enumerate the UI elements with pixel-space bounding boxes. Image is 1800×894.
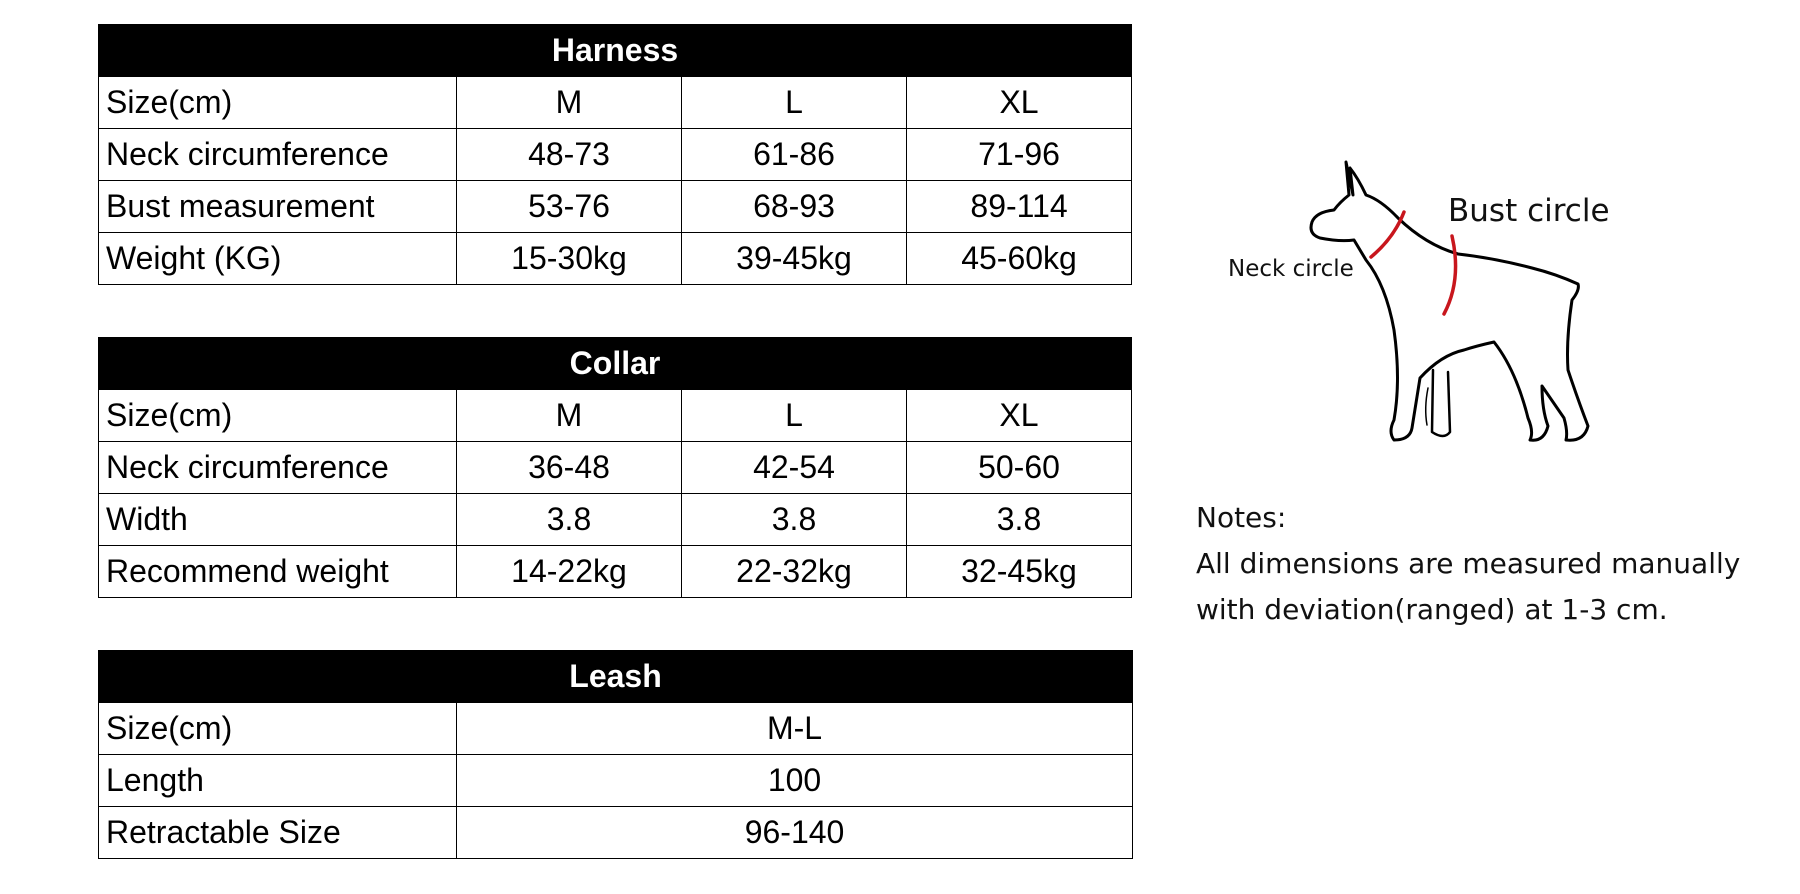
collar-title: Collar <box>99 338 1132 390</box>
cell-value: 39-45kg <box>682 233 907 285</box>
size-header-label: Size(cm) <box>99 77 457 129</box>
cell-value: 96-140 <box>457 807 1133 859</box>
cell-value: 3.8 <box>907 494 1132 546</box>
notes-block <box>1196 495 1786 633</box>
row-label: Neck circumference <box>99 129 457 181</box>
table-row <box>99 181 1132 233</box>
row-label: Recommend weight <box>99 546 457 598</box>
size-m-header: M <box>457 390 682 442</box>
table-row <box>99 755 1133 807</box>
table-row <box>99 703 1133 755</box>
notes-heading: Notes: <box>1196 501 1287 534</box>
table-row <box>99 390 1132 442</box>
harness-title: Harness <box>99 25 1132 77</box>
dog-measurement-diagram <box>1216 150 1676 485</box>
size-xl-header: XL <box>907 77 1132 129</box>
cell-value: 22-32kg <box>682 546 907 598</box>
row-label: Weight (KG) <box>99 233 457 285</box>
cell-value: 89-114 <box>907 181 1132 233</box>
table-row <box>99 807 1133 859</box>
size-l-header: L <box>682 390 907 442</box>
bust-circle-label: Bust circle <box>1448 193 1610 229</box>
size-header-label: Size(cm) <box>99 390 457 442</box>
notes-line: with deviation(ranged) at 1-3 cm. <box>1196 593 1668 626</box>
harness-size-table <box>98 24 1132 285</box>
collar-size-table <box>98 337 1132 598</box>
row-label: Bust measurement <box>99 181 457 233</box>
table-row <box>99 129 1132 181</box>
cell-value: 71-96 <box>907 129 1132 181</box>
cell-value: 32-45kg <box>907 546 1132 598</box>
neck-circle-label: Neck circle <box>1228 256 1354 282</box>
cell-value: 61-86 <box>682 129 907 181</box>
size-m-header: M <box>457 77 682 129</box>
cell-value: 42-54 <box>682 442 907 494</box>
cell-value: 3.8 <box>682 494 907 546</box>
cell-value: 50-60 <box>907 442 1132 494</box>
row-label: Length <box>99 755 457 807</box>
table-row <box>99 233 1132 285</box>
size-l-header: L <box>682 77 907 129</box>
row-label: Retractable Size <box>99 807 457 859</box>
cell-value: 14-22kg <box>457 546 682 598</box>
cell-value: 100 <box>457 755 1133 807</box>
cell-value: 36-48 <box>457 442 682 494</box>
cell-value: 45-60kg <box>907 233 1132 285</box>
row-label: Width <box>99 494 457 546</box>
leash-title: Leash <box>99 651 1133 703</box>
cell-value: 53-76 <box>457 181 682 233</box>
table-row <box>99 442 1132 494</box>
size-xl-header: XL <box>907 390 1132 442</box>
table-row <box>99 77 1132 129</box>
cell-value: 3.8 <box>457 494 682 546</box>
cell-value: M-L <box>457 703 1133 755</box>
leash-size-table <box>98 650 1133 859</box>
table-row <box>99 494 1132 546</box>
cell-value: 48-73 <box>457 129 682 181</box>
cell-value: 68-93 <box>682 181 907 233</box>
table-row <box>99 546 1132 598</box>
row-label: Neck circumference <box>99 442 457 494</box>
cell-value: 15-30kg <box>457 233 682 285</box>
notes-line: All dimensions are measured manually <box>1196 547 1741 580</box>
row-label: Size(cm) <box>99 703 457 755</box>
